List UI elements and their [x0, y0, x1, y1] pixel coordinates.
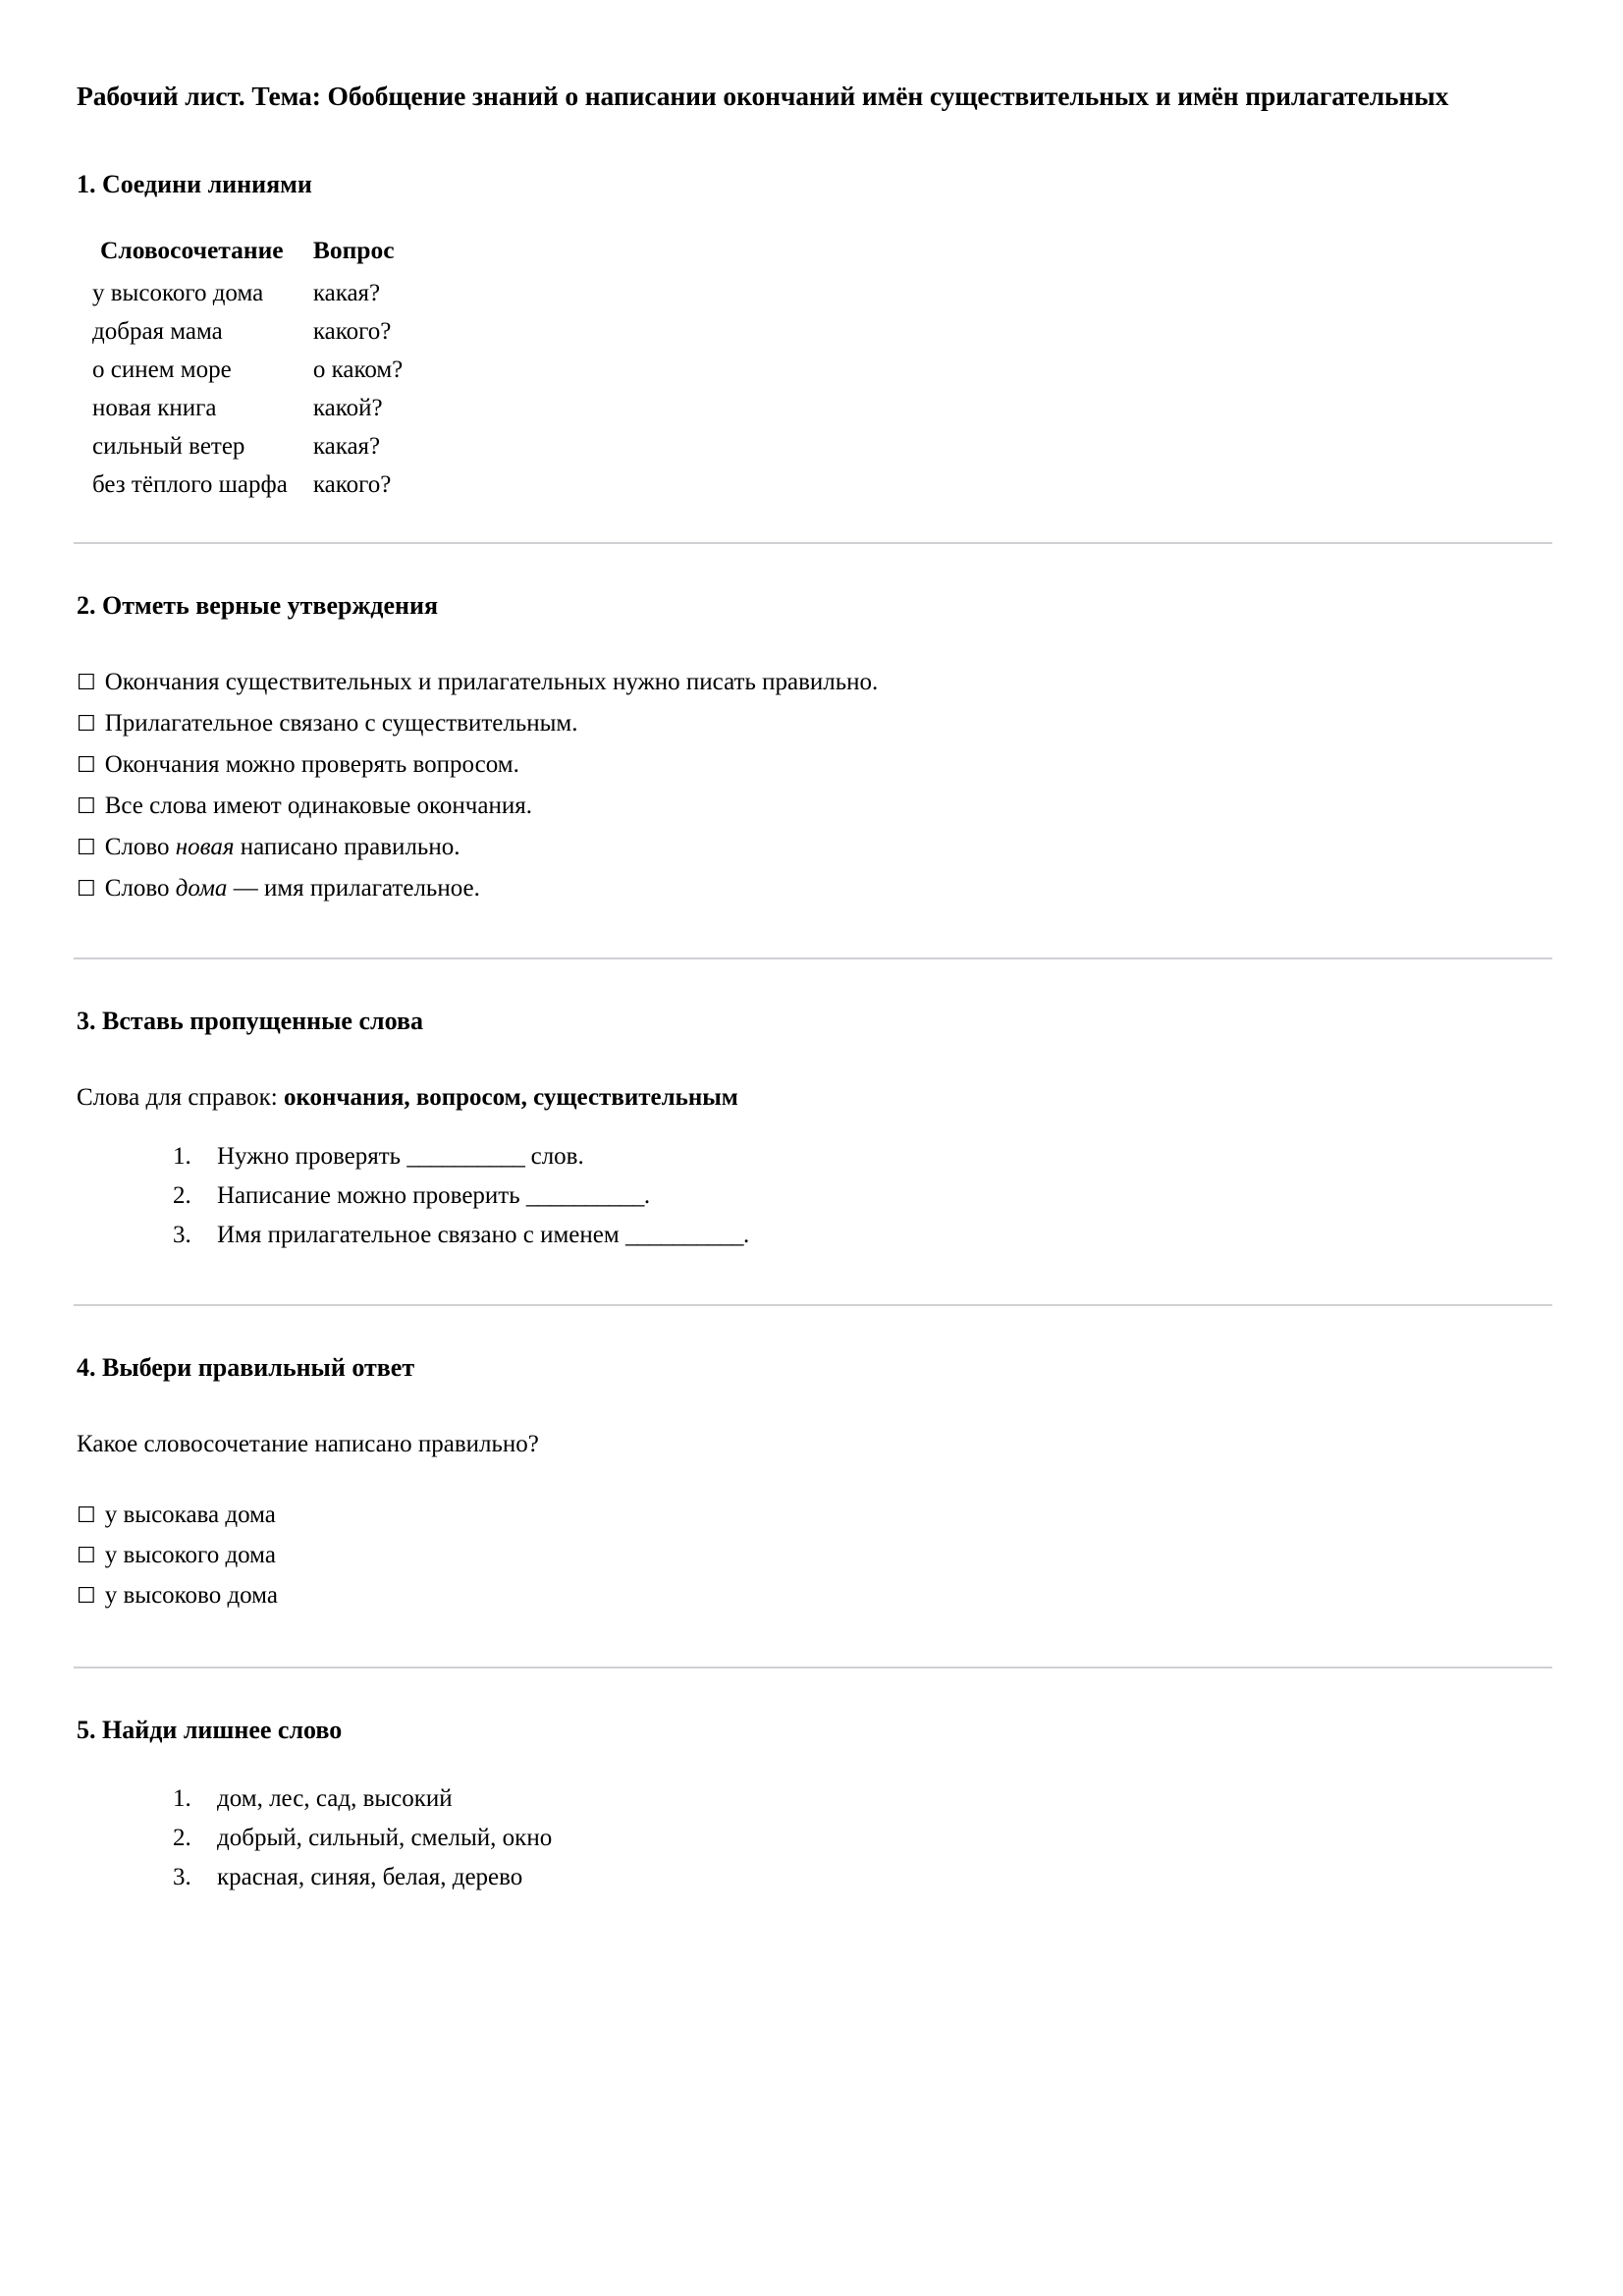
blank-field[interactable]: __________ [406, 1142, 525, 1170]
choice-question: Какое словосочетание написано правильно? [77, 1430, 539, 1457]
statement-text: Окончания существительных и прилагательных нужно писать правильно. [104, 669, 879, 696]
section-divider [74, 542, 1552, 544]
table-row [77, 472, 403, 511]
statement-prefix: Слово [104, 875, 176, 902]
table-header-phrase: Словосочетание [100, 235, 284, 264]
list-item[interactable] [77, 835, 1549, 859]
match-table [77, 235, 404, 512]
phrase-cell[interactable]: без тёплого шарфа [92, 471, 288, 499]
question-cell[interactable]: какой? [312, 395, 383, 422]
checkbox-icon[interactable]: ☐ [77, 1583, 96, 1609]
section-odd-one-out [77, 1714, 1549, 1889]
list-marker: 3. [173, 1863, 191, 1890]
sentence-before: Имя прилагательное связано с именем [217, 1221, 625, 1248]
statement-text [105, 876, 480, 901]
phrase-cell[interactable]: сильный ветер [92, 433, 245, 461]
blank-field[interactable]: __________ [624, 1221, 743, 1248]
option-text: у высокого дома [104, 1541, 276, 1568]
phrase-cell[interactable]: у высокого дома [92, 280, 264, 307]
checkbox-icon[interactable]: ☐ [77, 753, 96, 779]
list-marker: 2. [173, 1824, 191, 1851]
question-cell[interactable]: какая? [312, 280, 381, 307]
table-header-question: Вопрос [312, 235, 395, 264]
table-header-row [77, 238, 403, 282]
statement-text [105, 835, 460, 859]
statement-suffix: — имя прилагательное. [227, 875, 480, 902]
list-item[interactable] [77, 1503, 1549, 1527]
table-row [77, 319, 403, 357]
reference-words-line [77, 1083, 1549, 1113]
table-row [77, 396, 403, 434]
sentence-before: Написание можно проверить [217, 1181, 526, 1209]
list-item[interactable] [173, 1865, 1549, 1889]
statement-text: Окончания можно проверять вопросом. [104, 751, 519, 779]
list-marker: 1. [173, 1142, 191, 1170]
checkbox-icon[interactable]: ☐ [77, 877, 96, 902]
list-item[interactable] [173, 1144, 1549, 1169]
statement-prefix: Слово [104, 834, 176, 861]
question-cell[interactable]: о каком? [312, 356, 404, 384]
section-multiple-choice [77, 1351, 1549, 1608]
section-2-heading: 2. Отметь верные утверждения [77, 591, 439, 621]
word-group: добрый, сильный, смелый, окно [217, 1824, 553, 1851]
sentence-after: . [742, 1221, 750, 1248]
list-item[interactable] [173, 1223, 1549, 1247]
odd-word-list [77, 1786, 1549, 1889]
list-item[interactable] [173, 1786, 1549, 1811]
statement-text: Прилагательное связано с существительным. [104, 710, 578, 738]
table-row [77, 357, 403, 396]
option-text: у высокава дома [104, 1501, 276, 1528]
statement-suffix: написано правильно. [234, 834, 460, 861]
table-row [77, 434, 403, 472]
reference-label: Слова для справок: [77, 1083, 284, 1111]
list-marker: 3. [173, 1221, 191, 1248]
statement-text: Все слова имеют одинаковые окончания. [104, 793, 532, 820]
checkbox-icon[interactable]: ☐ [77, 671, 96, 696]
word-group: красная, синяя, белая, дерево [217, 1863, 523, 1890]
statement-emphasis: дома [175, 875, 228, 902]
section-5-heading: 5. Найди лишнее слово [77, 1715, 343, 1744]
table-row [77, 281, 403, 319]
statement-emphasis: новая [175, 834, 235, 861]
question-cell[interactable]: какого? [312, 471, 392, 499]
list-item[interactable] [77, 711, 1549, 736]
reference-words: окончания, вопросом, существительным [283, 1083, 738, 1111]
list-item[interactable] [77, 1583, 1549, 1608]
phrase-cell[interactable]: новая книга [92, 395, 217, 422]
page-title: Рабочий лист. Тема: Обобщение знаний о написании окончаний имён существительных и имён прилагательных [77, 81, 1449, 111]
list-item[interactable] [77, 793, 1549, 818]
list-item[interactable] [77, 752, 1549, 777]
checkbox-icon[interactable]: ☐ [77, 1543, 96, 1568]
section-match-lines [77, 168, 1549, 511]
section-true-statements [77, 589, 1549, 901]
option-text: у высоково дома [104, 1581, 278, 1609]
checkbox-icon[interactable]: ☐ [77, 836, 96, 861]
question-cell[interactable]: какого? [312, 318, 392, 346]
blank-field[interactable]: __________ [525, 1181, 644, 1209]
word-group: дом, лес, сад, высокий [217, 1784, 453, 1812]
answer-option-list [77, 1503, 1549, 1608]
question-cell[interactable]: какая? [312, 433, 381, 461]
list-marker: 2. [173, 1181, 191, 1209]
list-item[interactable] [77, 1543, 1549, 1567]
section-1-heading: 1. Соедини линиями [77, 170, 312, 199]
list-item[interactable] [173, 1826, 1549, 1850]
statement-list [77, 670, 1549, 901]
section-divider [74, 1304, 1552, 1306]
sentence-after: слов. [524, 1142, 584, 1170]
section-3-heading: 3. Вставь пропущенные слова [77, 1007, 423, 1036]
list-item[interactable] [77, 876, 1549, 901]
sentence-after: . [643, 1181, 651, 1209]
list-item[interactable] [77, 670, 1549, 694]
checkbox-icon[interactable]: ☐ [77, 1503, 96, 1528]
section-4-heading: 4. Выбери правильный ответ [77, 1352, 415, 1382]
section-divider [74, 957, 1552, 959]
checkbox-icon[interactable]: ☐ [77, 794, 96, 820]
fill-blank-list [77, 1144, 1549, 1247]
list-marker: 1. [173, 1784, 191, 1812]
section-fill-blanks [77, 1005, 1549, 1247]
list-item[interactable] [173, 1183, 1549, 1208]
sentence-before: Нужно проверять [217, 1142, 407, 1170]
phrase-cell[interactable]: добрая мама [92, 318, 223, 346]
phrase-cell[interactable]: о синем море [92, 356, 232, 384]
checkbox-icon[interactable]: ☐ [77, 712, 96, 738]
section-divider [74, 1667, 1552, 1668]
